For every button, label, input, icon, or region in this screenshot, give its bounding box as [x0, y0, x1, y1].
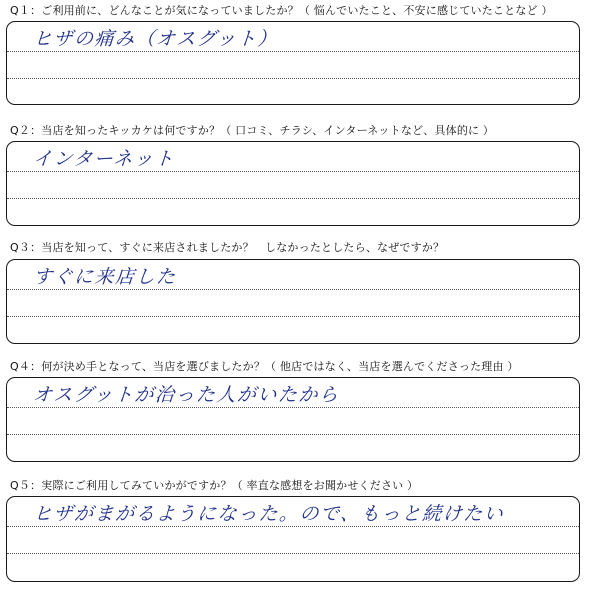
- answer-line: [7, 171, 579, 172]
- answer-line: [7, 526, 579, 527]
- answer-line: [7, 434, 579, 435]
- handwritten-answer-1: ヒザの痛み（オスグット）: [32, 28, 279, 50]
- answer-line: [7, 51, 579, 52]
- handwritten-answer-4: オスグットが治った人がいたから: [32, 384, 341, 406]
- answer-box-5: [6, 496, 580, 582]
- answer-line: [7, 289, 579, 290]
- answer-line: [7, 553, 579, 554]
- answer-box-3: [6, 259, 580, 344]
- handwritten-answer-5: ヒザがまがるようになった。ので、もっと続けたい: [32, 503, 505, 525]
- question-label-4: Q４：何が決め手となって、当店を選びましたか？（ 他店ではなく、当店を選んでくださった理由 ）: [10, 360, 519, 373]
- answer-box-4: [6, 377, 580, 462]
- answer-line: [7, 78, 579, 79]
- answer-box-1: [6, 21, 580, 105]
- answer-box-2: [6, 141, 580, 226]
- handwritten-answer-3: すぐに来店した: [32, 266, 178, 288]
- question-label-3: Q３：当店を知って、すぐに来店されましたか？ しなかったとしたら、なぜですか？: [10, 241, 445, 254]
- question-label-2: Q２：当店を知ったキッカケは何ですか？（ 口コミ、チラシ、インターネットなど、具体的に ）: [10, 124, 495, 137]
- answer-line: [7, 198, 579, 199]
- question-label-5: Q５：実際にご利用してみていかがですか？（ 率直な感想をお聞かせください ）: [10, 479, 419, 492]
- handwritten-answer-2: インターネット: [32, 148, 176, 170]
- answer-line: [7, 407, 579, 408]
- question-label-1: Q１：ご利用前に、どんなことが気になっていましたか？（ 悩んでいたこと、不安に感じていたことなど ）: [10, 4, 553, 17]
- answer-line: [7, 316, 579, 317]
